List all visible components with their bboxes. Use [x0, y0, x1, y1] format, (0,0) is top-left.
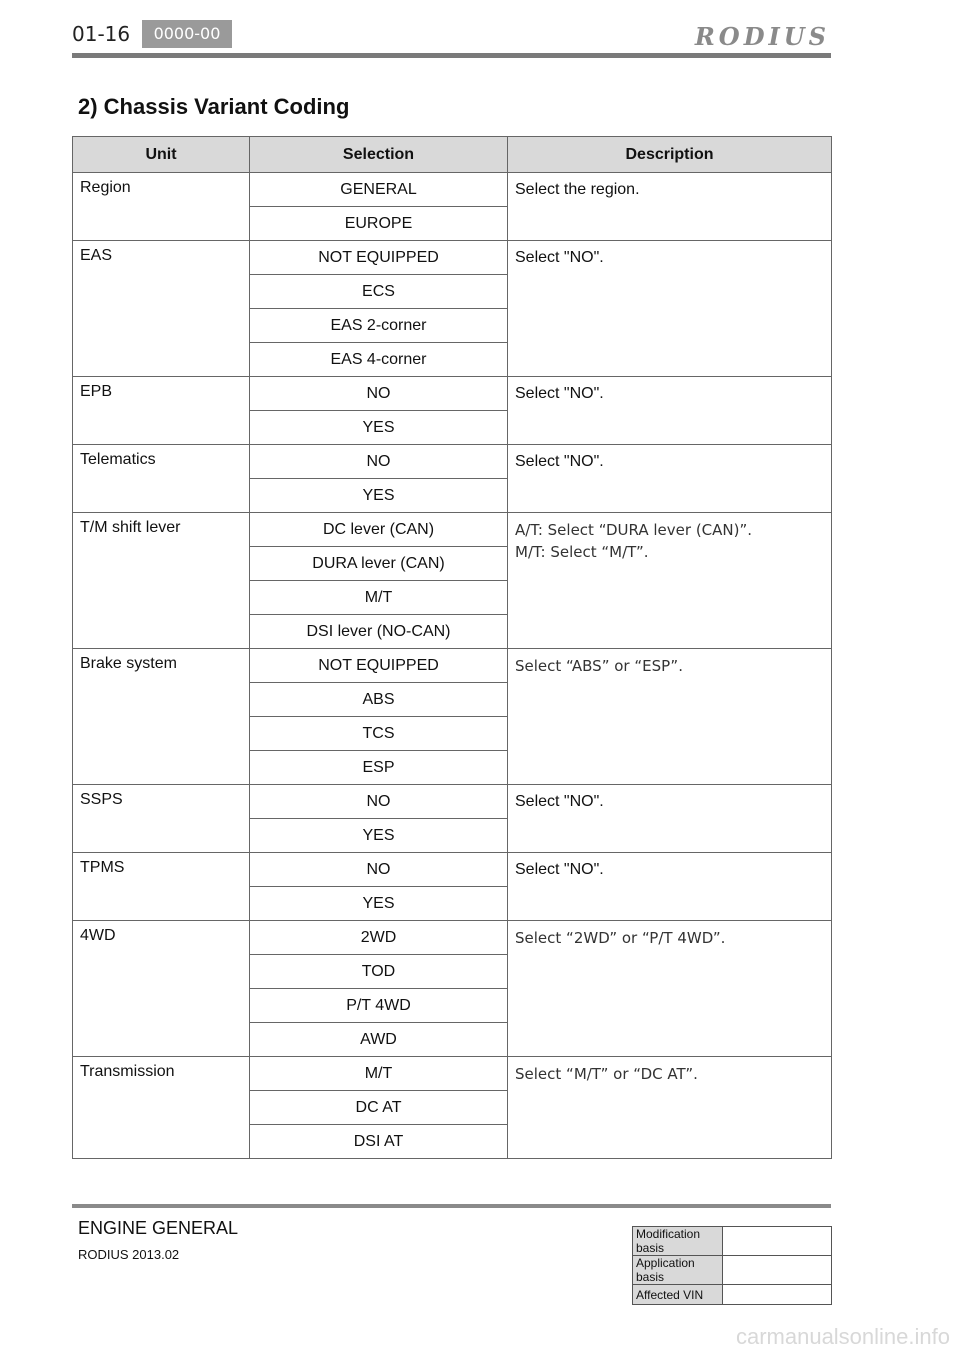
brand-logo: RODIUS: [694, 22, 830, 51]
selection-cell: AWD: [250, 1023, 508, 1057]
description-cell: [508, 445, 832, 513]
description-cell: [508, 853, 832, 921]
chassis-variant-coding-table: [72, 136, 832, 1159]
selection-cell: M/T: [250, 581, 508, 615]
selection-cell: ECS: [250, 275, 508, 309]
description-line: Select "NO".: [515, 385, 604, 402]
unit-cell: EPB: [73, 377, 250, 445]
unit-cell: TPMS: [73, 853, 250, 921]
modification-row: [633, 1227, 832, 1256]
selection-cell: DC lever (CAN): [250, 513, 508, 547]
description-cell: [508, 1057, 832, 1159]
description-cell: [508, 921, 832, 1057]
header-divider: [72, 53, 831, 58]
section-title: 2) Chassis Variant Coding: [78, 94, 350, 119]
application-basis-label: Application basis: [633, 1256, 723, 1285]
table-row: [73, 853, 832, 887]
table-header-row: [73, 137, 832, 173]
table-row: [73, 173, 832, 207]
selection-cell: TOD: [250, 955, 508, 989]
selection-cell: ABS: [250, 683, 508, 717]
selection-cell: YES: [250, 479, 508, 513]
selection-cell: NO: [250, 853, 508, 887]
description-line: Select “ABS” or “ESP”.: [515, 657, 683, 675]
selection-cell: NO: [250, 785, 508, 819]
page-number: 01-16: [72, 22, 131, 46]
description-line: Select “M/T” or “DC AT”.: [515, 1065, 698, 1083]
unit-cell: EAS: [73, 241, 250, 377]
modification-row: [633, 1285, 832, 1305]
unit-cell: Telematics: [73, 445, 250, 513]
table-row: [73, 377, 832, 411]
description-line: M/T: Select “M/T”.: [515, 543, 649, 561]
section-code-badge: 0000-00: [142, 20, 232, 48]
table-row: [73, 513, 832, 547]
modification-table: [632, 1226, 832, 1305]
selection-cell: NO: [250, 445, 508, 479]
selection-cell: P/T 4WD: [250, 989, 508, 1023]
column-header-unit: Unit: [73, 137, 250, 173]
unit-cell: 4WD: [73, 921, 250, 1057]
modification-basis-label: Modification basis: [633, 1227, 723, 1256]
unit-cell: Brake system: [73, 649, 250, 785]
footer-divider: [72, 1204, 831, 1208]
description-cell: [508, 649, 832, 785]
description-line: Select "NO".: [515, 793, 604, 810]
selection-cell: DSI AT: [250, 1125, 508, 1159]
selection-cell: DSI lever (NO-CAN): [250, 615, 508, 649]
description-line: Select "NO".: [515, 249, 604, 266]
description-cell: [508, 785, 832, 853]
unit-cell: Transmission: [73, 1057, 250, 1159]
footer-subtitle: RODIUS 2013.02: [78, 1247, 180, 1262]
selection-cell: GENERAL: [250, 173, 508, 207]
table-row: [73, 785, 832, 819]
description-line: Select “2WD” or “P/T 4WD”.: [515, 929, 726, 947]
affected-vin-value: [723, 1285, 832, 1305]
table-row: [73, 921, 832, 955]
selection-cell: M/T: [250, 1057, 508, 1091]
description-line: Select "NO".: [515, 453, 604, 470]
application-basis-value: [723, 1256, 832, 1285]
description-line: Select the region.: [515, 181, 640, 198]
selection-cell: TCS: [250, 717, 508, 751]
column-header-selection: Selection: [250, 137, 508, 173]
footer-title: ENGINE GENERAL: [78, 1218, 239, 1238]
selection-cell: NOT EQUIPPED: [250, 241, 508, 275]
unit-cell: Region: [73, 173, 250, 241]
table-row: [73, 241, 832, 275]
affected-vin-label: Affected VIN: [633, 1285, 723, 1305]
selection-cell: YES: [250, 887, 508, 921]
table-row: [73, 445, 832, 479]
modification-basis-value: [723, 1227, 832, 1256]
table-row: [73, 1057, 832, 1091]
selection-cell: 2WD: [250, 921, 508, 955]
unit-cell: SSPS: [73, 785, 250, 853]
unit-cell: T/M shift lever: [73, 513, 250, 649]
selection-cell: NOT EQUIPPED: [250, 649, 508, 683]
description-line: A/T: Select “DURA lever (CAN)”.: [515, 521, 753, 539]
description-cell: [508, 241, 832, 377]
description-cell: [508, 173, 832, 241]
modification-row: [633, 1256, 832, 1285]
description-cell: [508, 513, 832, 649]
watermark: carmanualsonline.info: [735, 1324, 950, 1349]
selection-cell: EUROPE: [250, 207, 508, 241]
selection-cell: ESP: [250, 751, 508, 785]
table-row: [73, 649, 832, 683]
column-header-description: Description: [508, 137, 832, 173]
description-line: Select "NO".: [515, 861, 604, 878]
selection-cell: DURA lever (CAN): [250, 547, 508, 581]
selection-cell: EAS 2-corner: [250, 309, 508, 343]
selection-cell: EAS 4-corner: [250, 343, 508, 377]
selection-cell: DC AT: [250, 1091, 508, 1125]
selection-cell: YES: [250, 411, 508, 445]
selection-cell: YES: [250, 819, 508, 853]
selection-cell: NO: [250, 377, 508, 411]
description-cell: [508, 377, 832, 445]
